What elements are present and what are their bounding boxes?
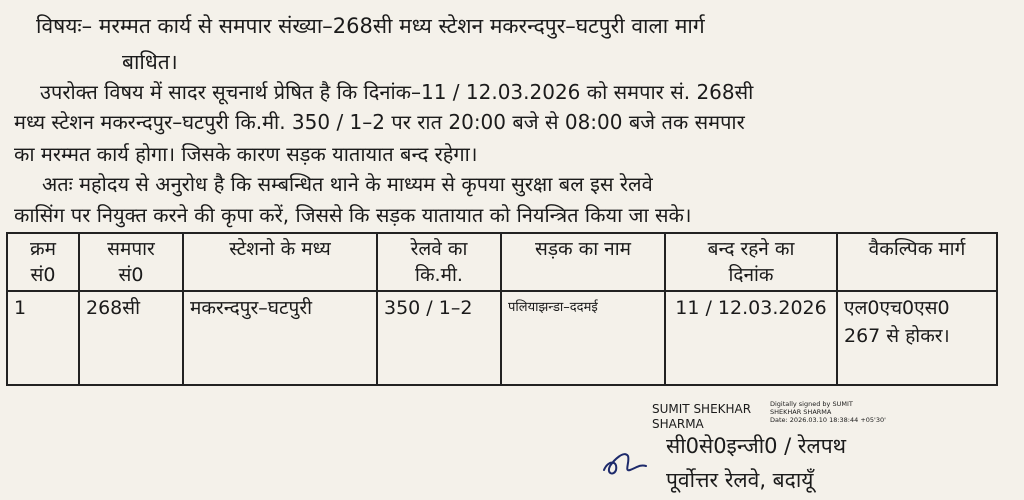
body-paragraph-2-line-1: अतः महोदय से अनुरोध है कि सम्बन्धित थाने के माध्यम से कृपया सुरक्षा बल इस रेलवे bbox=[42, 172, 653, 196]
cell-between-stations: मकरन्दपुर–घटपुरी bbox=[183, 291, 377, 385]
body-paragraph-1-line-1: उपरोक्त विषय में सादर सूचनार्थ प्रेषित है कि दिनांक–11 / 12.03.2026 को समपार सं. 268सी bbox=[40, 80, 754, 104]
header-closure-date: बन्द रहने का दिनांक bbox=[665, 233, 837, 291]
crossing-closure-table bbox=[6, 232, 998, 386]
cell-crossing-no: 268सी bbox=[79, 291, 183, 385]
subject-line-continued: बाधित। bbox=[122, 50, 178, 74]
header-between-stations: स्टेशनो के मध्य bbox=[183, 233, 377, 291]
cell-railway-km: 350 / 1–2 bbox=[377, 291, 501, 385]
subject-line: विषयः– मरम्मत कार्य से समपार संख्या–268सी मध्य स्टेशन मकरन्दपुर–घटपुरी वाला मार्ग bbox=[36, 14, 705, 38]
signer-name: SUMIT SHEKHAR SHARMA bbox=[652, 402, 752, 431]
header-railway-km: रेलवे का कि.मी. bbox=[377, 233, 501, 291]
body-paragraph-2-line-2: कासिंग पर नियुक्त करने की कृपा करें, जिससे कि सड़क यातायात को नियन्त्रित किया जा सके। bbox=[14, 203, 692, 227]
header-crossing-no: समपार सं0 bbox=[79, 233, 183, 291]
signer-designation: सी0से0इन्जी0 / रेलपथ bbox=[666, 434, 847, 458]
cell-road-name: पलियाझन्डा–ददमई bbox=[501, 291, 665, 385]
header-alternate-route: वैकल्पिक मार्ग bbox=[837, 233, 997, 291]
table-header-row bbox=[7, 233, 997, 291]
digital-signature-stamp: Digitally signed by SUMIT SHEKHAR SHARMA Date: 2026.03.10 18:38:44 +05'30' bbox=[770, 400, 886, 424]
handwritten-signature bbox=[598, 446, 658, 480]
cell-alternate-route: एल0एच0एस0 267 से होकर। bbox=[837, 291, 997, 385]
body-paragraph-1-line-3: का मरम्मत कार्य होगा। जिसके कारण सड़क यातायात बन्द रहेगा। bbox=[14, 142, 478, 166]
cell-closure-date: 11 / 12.03.2026 bbox=[665, 291, 837, 385]
table-row bbox=[7, 291, 997, 385]
header-serial-no: क्रम सं0 bbox=[7, 233, 79, 291]
cell-serial-no: 1 bbox=[7, 291, 79, 385]
header-road-name: सड़क का नाम bbox=[501, 233, 665, 291]
body-paragraph-1-line-2: मध्य स्टेशन मकरन्दपुर–घटपुरी कि.मी. 350 / 1–2 पर रात 20:00 बजे से 08:00 बजे तक समपार bbox=[14, 110, 745, 134]
signer-organization: पूर्वोत्तर रेलवे, बदायूँ bbox=[666, 468, 814, 492]
